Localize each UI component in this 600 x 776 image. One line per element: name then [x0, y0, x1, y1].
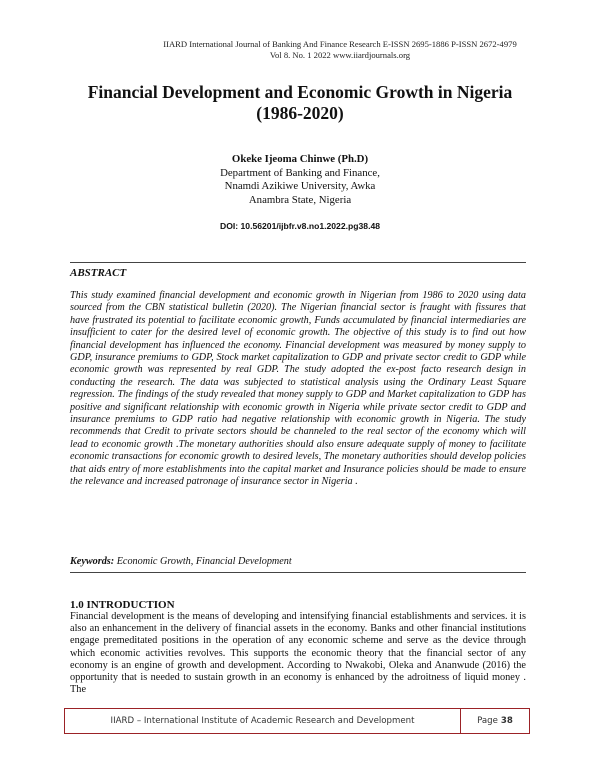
author-university: Nnamdi Azikiwe University, Awka	[224, 180, 376, 192]
footer-page-number: 38	[500, 716, 513, 726]
author-block	[150, 153, 450, 207]
journal-header	[100, 39, 580, 61]
introduction-text: Financial development is the means of developing and intensifying financial establishments and services. it is also an enhancement in the delivery of financial assets in the economy. Banks and other financial institutions engage premeditated positions in the operation of any economic scheme and serve as the device through which economic activities revolves. This supports the economic theory that the financial sector of any economy is an engine of growth and development. According to Nwakobi, Oleka and Ananwude (2016) the opportunity that is needed to sustain growth in an economy is enhanced by the adroitness of liquid money . The	[70, 611, 526, 696]
footer-page	[461, 709, 529, 733]
page-footer	[64, 708, 530, 734]
abstract-heading: ABSTRACT	[70, 267, 127, 279]
abstract-top-rule	[70, 262, 526, 263]
paper-title	[60, 82, 540, 124]
author-name: Okeke Ijeoma Chinwe (Ph.D)	[231, 153, 369, 165]
keywords-bottom-rule	[70, 572, 526, 573]
author-department: Department of Banking and Finance,	[220, 166, 380, 179]
doi: DOI: 10.56201/ijbfr.v8.no1.2022.pg38.48	[219, 221, 381, 231]
keywords-label: Keywords:	[70, 556, 115, 567]
keywords	[70, 556, 526, 567]
abstract-text: This study examined financial development and economic growth in Nigerian from 1986 to 2020 using data sourced from the CBN statistical bulletin (2020). The Nigerian financial sector is fraught with fissures that have frustrated its potential to facilitate economic growth, Funds accumulated by financial intermediaries are insufficient to cater for the desired level of economic growth. The objective of this study is to find out how financial development has influenced the economy. Financial development was measured by money supply to GDP, insurance premiums to GDP, Stock market capitalization to GDP and private sector credit to GDP while economic growth was represented by real GDP. The study adopted the ex-post facto research design in conducting the research. The data was subjected to statistical analysis using the Ordinary Least Square regression. The findings of the study revealed that money supply to GDP and Market capitalization to GDP has positive and significant relationship with economic growth in Nigeria while private sector credit to GDP and insurance premiums to GDP ratio had negative relationship with economic growth in Nigeria. The study recommends that Credit to private sectors should be channeled to the real sector of the economy which will lead to economic growth .The monetary authorities should also ensure adequate supply of money to facilitate economic transactions for economic growth to desired levels, The monetary authorities should develop policies that aids entry of more establishments into the capital market and Insurance policies should be made to ensure the relevance and increased patronage of insurance sector in Nigeria .	[70, 290, 526, 488]
section-heading-introduction: 1.0 INTRODUCTION	[70, 599, 175, 611]
author-location: Anambra State, Nigeria	[248, 193, 352, 206]
paper-title-line1: Financial Development and Economic Growth in Nigeria	[87, 82, 513, 102]
journal-header-line1: IIARD International Journal of Banking And Finance Research E-ISSN 2695-1886 P-ISSN 2672-4979	[163, 39, 517, 49]
keywords-value: Economic Growth, Financial Development	[116, 556, 292, 567]
paper-title-line2: (1986-2020)	[256, 103, 344, 123]
footer-page-label: Page	[477, 716, 498, 726]
journal-header-line2: Vol 8. No. 1 2022 www.iiardjournals.org	[269, 50, 411, 60]
footer-institute: IIARD – International Institute of Academic Research and Development	[65, 709, 461, 733]
